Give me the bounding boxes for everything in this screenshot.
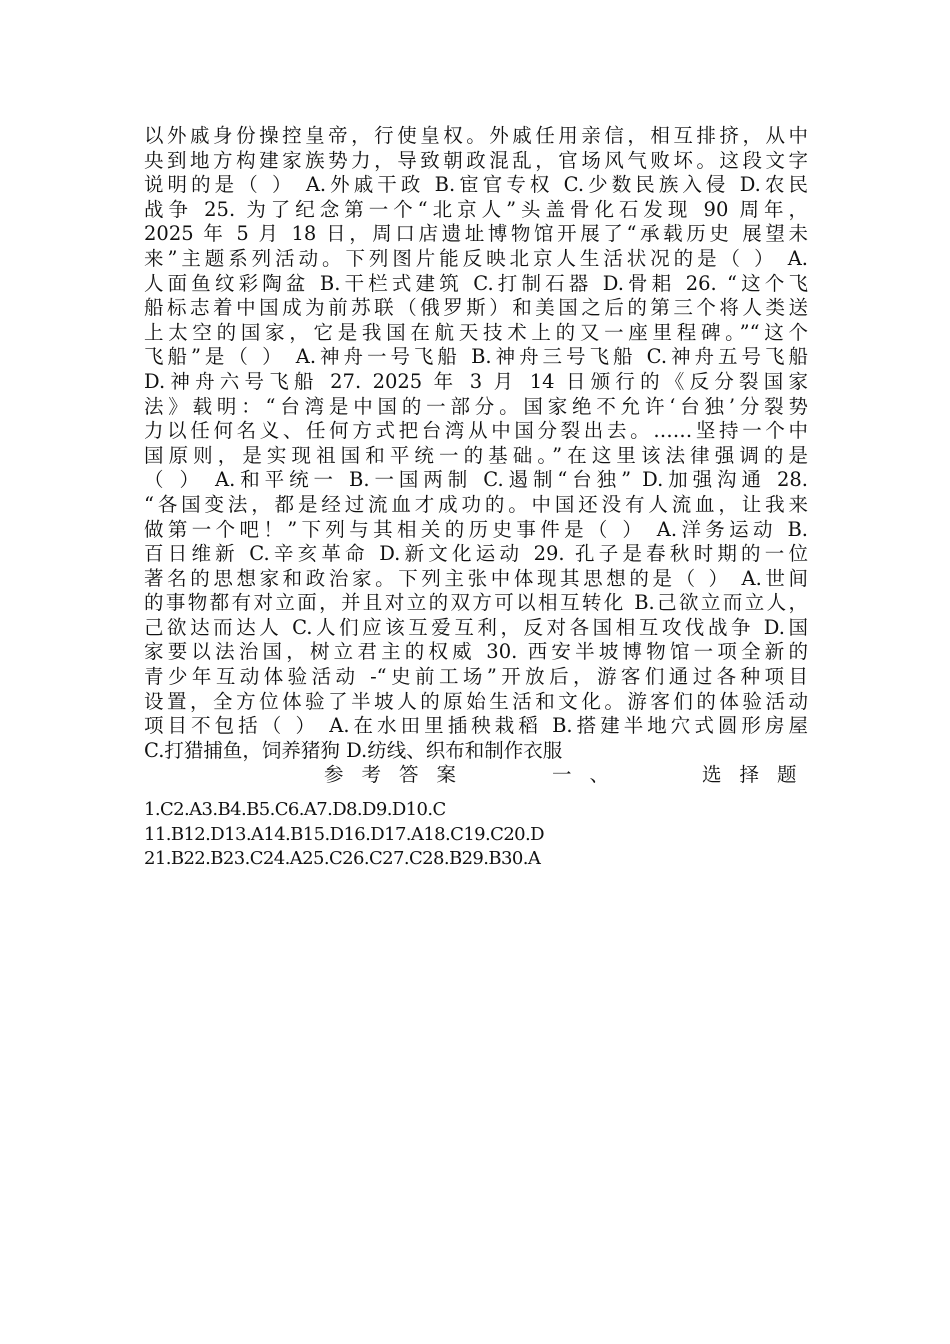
- answer-key: [144, 798, 808, 872]
- text-line: 人面鱼纹彩陶盆 B.干栏式建筑 C.打制石器 D.骨耜 26. “这个飞: [144, 271, 808, 295]
- answer-key-line: 21.B22.B23.C24.A25.C26.C27.C28.B29.B30.A: [144, 848, 541, 870]
- text-line: 设置，全方位体验了半坡人的原始生活和文化。游客们的体验活动: [144, 689, 808, 713]
- text-line: C.打猎捕鱼，饲养猪狗 D.纺线、织布和制作衣服: [144, 738, 563, 762]
- text-line: 做第一个吧！”下列与其相关的历史事件是（ ） A.洋务运动 B.: [144, 517, 808, 541]
- text-line: 来”主题系列活动。下列图片能反映北京人生活状况的是（ ） A.: [144, 246, 808, 270]
- answer-heading-section-title: 选择题: [702, 763, 815, 787]
- text-line: 央到地方构建家族势力，导致朝政混乱，官场风气败坏。这段文字: [144, 148, 808, 172]
- answer-heading-section-number: 一、: [552, 763, 628, 787]
- text-line: 的事物都有对立面，并且对立的双方可以相互转化 B.己欲立而立人，: [144, 591, 808, 615]
- text-line: 青少年互动体验活动 -“史前工场”开放后，游客们通过各种项目: [144, 665, 808, 689]
- answer-key-line: 1.C2.A3.B4.B5.C6.A7.D8.D9.D10.C: [144, 799, 446, 820]
- text-line: 百日维新 C.辛亥革命 D.新文化运动 29. 孔子是春秋时期的一位: [144, 542, 808, 566]
- question-text-block: [144, 124, 815, 788]
- answer-heading: [144, 763, 815, 788]
- text-line: 2025 年 5 月 18 日，周口店遗址博物馆开展了“承载历史 展望未: [144, 222, 808, 246]
- text-line: 己欲达而达人 C.人们应该互爱互利，反对各国相互攻伐战争 D.国: [144, 615, 808, 639]
- text-line: 力以任何名义、任何方式把台湾从中国分裂出去。……坚持一个中: [144, 419, 808, 443]
- text-line: “各国变法，都是经过流血才成功的。中国还没有人流血，让我来: [144, 492, 808, 516]
- answer-heading-title: 参考答案: [324, 763, 475, 787]
- text-line: 著名的思想家和政治家。下列主张中体现其思想的是（ ） A.世间: [144, 566, 808, 590]
- text-line: 家要以法治国，树立君主的权威 30. 西安半坡博物馆一项全新的: [144, 640, 808, 664]
- text-line: 飞船”是（ ） A.神舟一号飞船 B.神舟三号飞船 C.神舟五号飞船: [144, 345, 808, 369]
- text-line: （ ） A.和平统一 B.一国两制 C.遏制“台独” D.加强沟通 28.: [144, 468, 808, 492]
- text-line: 说明的是（ ） A.外戚干政 B.宦官专权 C.少数民族入侵 D.农民: [144, 173, 808, 197]
- answer-key-line: 11.B12.D13.A14.B15.D16.D17.A18.C19.C20.D: [144, 823, 544, 845]
- text-line: 以外戚身份操控皇帝，行使皇权。外戚任用亲信，相互排挤，从中: [144, 124, 808, 147]
- text-line: 战争 25. 为了纪念第一个“北京人”头盖骨化石发现 90 周年，: [144, 197, 808, 221]
- text-line: 上太空的国家，它是我国在航天技术上的又一座里程碑。”“这个: [144, 320, 808, 344]
- text-line: 国原则，是实现祖国和平统一的基础。”在这里该法律强调的是: [144, 443, 808, 467]
- text-line: 项目不包括（ ） A.在水田里插秧栽稻 B.搭建半地穴式圆形房屋: [144, 714, 808, 738]
- text-line: 船标志着中国成为前苏联（俄罗斯）和美国之后的第三个将人类送: [144, 296, 808, 320]
- text-line: D.神舟六号飞船 27. 2025 年 3 月 14 日颁行的《反分裂国家: [144, 369, 808, 393]
- text-line: 法》载明：“台湾是中国的一部分。国家绝不允许‘台独’分裂势: [144, 394, 808, 418]
